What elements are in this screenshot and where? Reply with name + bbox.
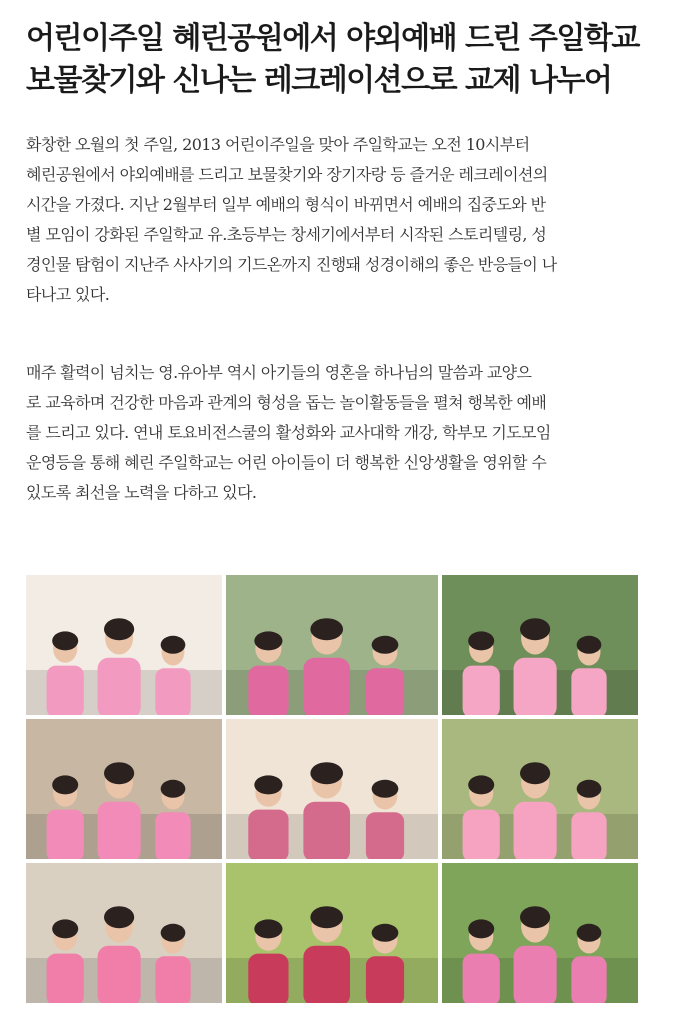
paragraph-1-line: 시간을 가졌다. 지난 2월부터 일부 예배의 형식이 바뀌면서 예배의 집중도와 반 <box>26 195 546 214</box>
paragraph-1-line: 화창한 오월의 첫 주일, 2013 어린이주일을 맞아 주일학교는 오전 10시부터 <box>26 135 530 154</box>
photo-camera-group-image <box>26 863 222 1003</box>
photo-teacher-kneeling <box>26 719 222 859</box>
photo-park-crowd-image <box>442 863 638 1003</box>
photo-group-flowers-image <box>226 863 438 1003</box>
photo-teacher-balloons-image <box>226 575 438 715</box>
paragraph-2-line: 있도록 최선을 노력을 다하고 있다. <box>26 483 257 502</box>
photo-balloon-mural <box>26 575 222 715</box>
photo-group-flowers <box>226 863 438 1003</box>
photo-family-portrait <box>226 719 438 859</box>
paragraph-2-line: 로 교육하며 건강한 마음과 관계의 형성을 돕는 놀이활동들을 펼쳐 행복한 예배 <box>26 393 547 412</box>
paragraph-2-line: 를 드리고 있다. 연내 토요비전스쿨의 활성화와 교사대학 개강, 학부모 기도모임 <box>26 423 551 442</box>
photo-children-seated-image <box>442 575 638 715</box>
photo-family-portrait-image <box>226 719 438 859</box>
paragraph-2 <box>26 358 644 508</box>
paragraph-1-line: 타나고 있다. <box>26 285 110 304</box>
photo-children-seated <box>442 575 638 715</box>
paragraph-1-line: 별 모임이 강화된 주일학교 유.초등부는 창세기에서부터 시작된 스토리텔링, 성 <box>26 225 547 244</box>
headline <box>26 18 656 102</box>
photo-girl-closeup-image <box>442 719 638 859</box>
headline-line-2: 보물찾기와 신나는 레크레이션으로 교제 나누어 <box>26 63 612 98</box>
photo-teacher-balloons <box>226 575 438 715</box>
photo-balloon-mural-image <box>26 575 222 715</box>
headline-line-1: 어린이주일 혜린공원에서 야외예배 드린 주일학교 <box>26 21 639 56</box>
photo-camera-group <box>26 863 222 1003</box>
photo-park-crowd <box>442 863 638 1003</box>
paragraph-2-line: 매주 활력이 넘치는 영.유아부 역시 아기들의 영혼을 하나님의 말씀과 교양으 <box>26 363 532 382</box>
photo-girl-closeup <box>442 719 638 859</box>
paragraph-1-line: 혜린공원에서 야외예배를 드리고 보물찾기와 장기자랑 등 즐거운 레크레이션의 <box>26 165 548 184</box>
paragraph-2-line: 운영등을 통해 혜린 주일학교는 어린 아이들이 더 행복한 신앙생활을 영위할 수 <box>26 453 547 472</box>
paragraph-1-line: 경인물 탐험이 지난주 사사기의 기드온까지 진행돼 성경이해의 좋은 반응들이 나 <box>26 255 557 274</box>
paragraph-1 <box>26 130 644 310</box>
photo-grid <box>26 575 638 1003</box>
photo-teacher-kneeling-image <box>26 719 222 859</box>
